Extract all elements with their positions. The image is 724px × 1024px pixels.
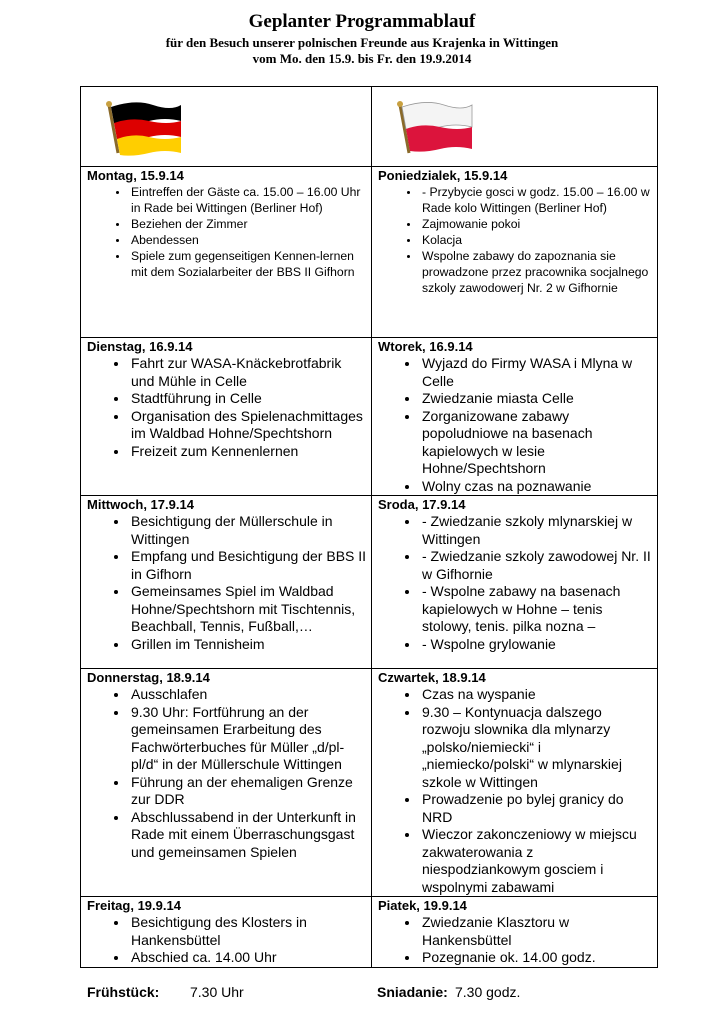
activity-list (87, 686, 367, 861)
day-heading: Poniedzialek, 15.9.14 (378, 168, 508, 183)
day-heading: Freitag, 19.9.14 (87, 898, 181, 913)
list-item: • Stadtführung in Celle (129, 390, 367, 408)
german-flag-icon (105, 99, 185, 157)
breakfast-label-pl: Sniadanie: (377, 984, 448, 1000)
list-item: • Prowadzenie po bylej granicy do NRD (420, 791, 653, 826)
list-item: • Zwiedzanie Klasztoru w Hankensbüttel (420, 914, 653, 949)
list-item: • Wspolne zabawy do zapoznania sie prowadzone przez pracownika socjalnego szkoly zawodowerj Nr. 2 w Gifhornie (420, 248, 653, 296)
german-day-cell (81, 496, 372, 669)
polish-day-cell (372, 897, 658, 968)
list-item: • - Wspolne grylowanie (420, 636, 653, 654)
day-row-friday (81, 897, 658, 968)
list-item: • Zwiedzanie miasta Celle (420, 390, 653, 408)
list-item: • Fahrt zur WASA-Knäckebrotfabrik und Mühle in Celle (129, 355, 367, 390)
document-title: Geplanter Programmablauf (248, 11, 476, 32)
list-item: • Besichtigung des Klosters in Hankensbüttel (129, 914, 367, 949)
breakfast-time-pl: 7.30 godz. (455, 984, 521, 1000)
list-item: • Zajmowanie pokoi (420, 216, 653, 232)
breakfast-label-de: Frühstück: (87, 984, 160, 1000)
activity-list (378, 914, 653, 967)
list-item: • Wieczor zakonczeniowy w miejscu zakwaterowania z niespodziankowym gosciem i wspolnymi zabawami (420, 826, 653, 896)
day-heading: Montag, 15.9.14 (87, 168, 184, 183)
list-item: • Zorganizowane zabawy popoludniowe na basenach kapielowych w lesie Hohne/Spechtshorn (420, 408, 653, 478)
day-heading: Piatek, 19.9.14 (378, 898, 467, 913)
activity-list (87, 184, 367, 280)
list-item: • - Zwiedzanie szkoly mlynarskiej w Wittingen (420, 513, 653, 548)
list-item: • Wolny czas na poznawanie (420, 478, 653, 496)
list-item: • Grillen im Tennisheim (129, 636, 367, 654)
list-item: • Abendessen (129, 232, 367, 248)
german-day-cell (81, 167, 372, 338)
day-row-tuesday (81, 338, 658, 496)
polish-day-cell (372, 496, 658, 669)
list-item: • Pozegnanie ok. 14.00 godz. (420, 949, 653, 967)
day-heading: Donnerstag, 18.9.14 (87, 670, 210, 685)
activity-list (378, 513, 653, 653)
day-heading: Czwartek, 18.9.14 (378, 670, 486, 685)
list-item: • Besichtigung der Müllerschule in Wittingen (129, 513, 367, 548)
activity-list (87, 355, 367, 460)
activity-list (87, 914, 367, 967)
list-item: • Abschied ca. 14.00 Uhr (129, 949, 367, 967)
list-item: • Ausschlafen (129, 686, 367, 704)
program-table (80, 86, 658, 968)
list-item: • Führung an der ehemaligen Grenze zur DDR (129, 774, 367, 809)
list-item: • Organisation des Spielenachmittages im Waldbad Hohne/Spechtshorn (129, 408, 367, 443)
list-item: • Eintreffen der Gäste ca. 15.00 – 16.00 Uhr in Rade bei Wittingen (Berliner Hof) (129, 184, 367, 216)
list-item: • Freizeit zum Kennenlernen (129, 443, 367, 461)
list-item: • Kolacja (420, 232, 653, 248)
document-date-range: vom Mo. den 15.9. bis Fr. den 19.9.2014 (252, 51, 472, 66)
day-heading: Mittwoch, 17.9.14 (87, 497, 194, 512)
day-heading: Wtorek, 16.9.14 (378, 339, 473, 354)
polish-flag-cell (372, 87, 658, 167)
list-item: • 9.30 – Kontynuacja dalszego rozwoju slownika dla mlynarzy „polsko/niemiecki“ i „niemiecko/polski“ w mlynarskiej szkole w Wittingen (420, 704, 653, 792)
day-heading: Sroda, 17.9.14 (378, 497, 466, 512)
day-row-thursday (81, 669, 658, 897)
german-day-cell (81, 897, 372, 968)
day-row-wednesday (81, 496, 658, 669)
german-day-cell (81, 669, 372, 897)
flag-row (81, 87, 658, 167)
list-item: • Abschlussabend in der Unterkunft in Rade mit einem Überraschungsgast und gemeinsamen Spielen (129, 809, 367, 862)
list-item: • - Zwiedzanie szkoly zawodowej Nr. II w Gifhornie (420, 548, 653, 583)
polish-day-cell (372, 669, 658, 897)
list-item: • 9.30 Uhr: Fortführung an der gemeinsamen Erarbeitung des Fachwörterbuches für Müller „d/pl-pl/d“ in der Müllerschule Wittingen (129, 704, 367, 774)
day-heading: Dienstag, 16.9.14 (87, 339, 193, 354)
list-item: • Empfang und Besichtigung der BBS II in Gifhorn (129, 548, 367, 583)
german-flag-cell (81, 87, 372, 167)
polish-day-cell (372, 338, 658, 496)
polish-flag-icon (396, 99, 476, 157)
polish-day-cell (372, 167, 658, 338)
activity-list (378, 184, 653, 296)
list-item: • Spiele zum gegenseitigen Kennen-lernen mit dem Sozialarbeiter der BBS II Gifhorn (129, 248, 367, 280)
activity-list (378, 355, 653, 495)
list-item: • - Wspolne zabawy na basenach kapielowych w Hohne – tenis stolowy, tenis. pilka nozna – (420, 583, 653, 636)
list-item: • Gemeinsames Spiel im Waldbad Hohne/Spechtshorn mit Tischtennis, Beachball, Tennis, Fußball,… (129, 583, 367, 636)
day-row-monday (81, 167, 658, 338)
list-item: • Beziehen der Zimmer (129, 216, 367, 232)
breakfast-time-de: 7.30 Uhr (190, 984, 244, 1000)
activity-list (378, 686, 653, 896)
list-item: • - Przybycie gosci w godz. 15.00 – 16.00 w Rade kolo Wittingen (Berliner Hof) (420, 184, 653, 216)
german-day-cell (81, 338, 372, 496)
list-item: • Wyjazd do Firmy WASA i Mlyna w Celle (420, 355, 653, 390)
document-subtitle: für den Besuch unserer polnischen Freunde aus Krajenka in Wittingen (165, 35, 559, 50)
list-item: • Czas na wyspanie (420, 686, 653, 704)
activity-list (87, 513, 367, 653)
